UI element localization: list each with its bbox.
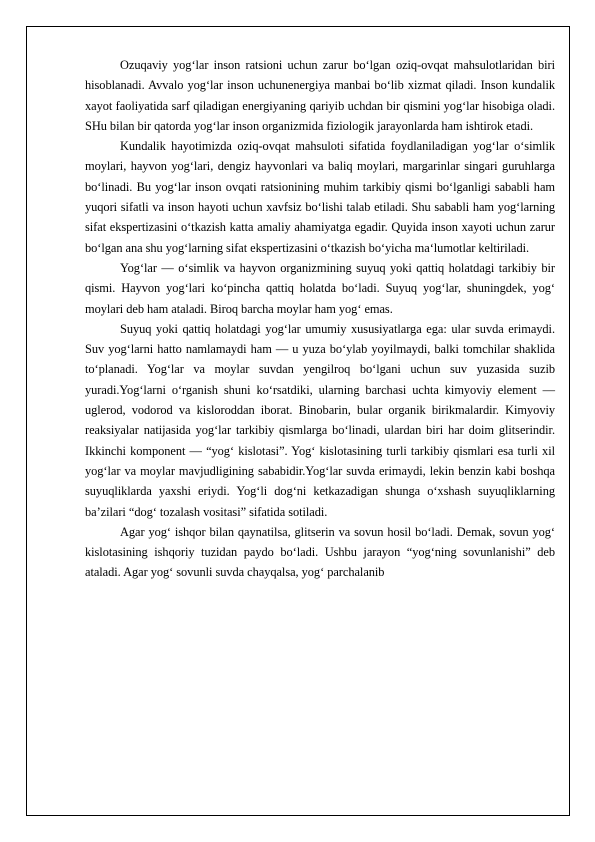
paragraph-5: Agar yog‘ ishqor bilan qaynatilsa, glitserin va sovun hosil bo‘ladi. Demak, sovun yog‘ kislotasining ishqoriy tuzidan paydo bo‘ladi. Ushbu jarayon “yog‘ning sovunlanishi” deb ataladi. Agar yog‘ sovunli suvda chayqalsa, yog‘ parchalanib bbox=[85, 524, 555, 580]
document-body bbox=[85, 55, 555, 583]
paragraph-3: Yog‘lar — o‘simlik va hayvon organizmining suyuq yoki qattiq holatdagi tarkibiy bir qismi. Hayvon yog‘lari ko‘pincha qattiq holatda bo‘ladi. Suyuq yog‘lar, shuningdek, yog‘ moylari deb ham ataladi. Biroq barcha moylar ham yog‘ emas. bbox=[85, 260, 555, 316]
paragraph-1: Ozuqaviy yog‘lar inson ratsioni uchun zarur bo‘lgan oziq-ovqat mahsulotlaridan biri hisoblanadi. Avvalo yog‘lar inson uchunenergiya manbai bo‘lib xizmat qiladi. Inson kundalik xayot faoliyatida sarf qiladigan energiyaning qariyib uchdan bir qismini yog‘lar hisobiga oladi. SHu bilan bir qatorda yog‘lar inson organizmida fiziologik jarayonlarda ham ishtirok etadi. bbox=[85, 58, 555, 133]
paragraph-2: Kundalik hayotimizda oziq-ovqat mahsuloti sifatida foydlaniladigan yog‘lar o‘simlik moylari, hayvon yog‘lari, dengiz hayvonlari va baliq moylari, margarinlar singari guruhlarga bo‘linadi. Bu yog‘lar inson ovqati ratsionining muhim tarkibiy qismi bo‘lganligi sababli ham yuqori sifatli va inson hayoti uchun xavfsiz bo‘lishi talab etiladi. Shu sababli ham yog‘larning sifat ekspertizasini o‘tkazish katta amaliy ahamiyatga egadir. Quyida inson xayoti uchun zarur bo‘lgan ana shu yog‘larning sifat ekspertizasini o‘tkazish bo‘yicha ma‘lumotlar keltiriladi. bbox=[85, 139, 555, 255]
paragraph-4: Suyuq yoki qattiq holatdagi yog‘lar umumiy xususiyatlarga ega: ular suvda erimaydi. Suv yog‘larni hatto namlamaydi ham — u yuza bo‘ylab yoyilmaydi, balki tomchilar shaklida to‘planadi. Yog‘lar va moylar suvdan yengilroq bo‘lgani uchun suv yuzasida suzib yuradi.Yog‘larni o‘rganish shuni ko‘rsatdiki, ularning barchasi uchta kimyoviy element — uglerod, vodorod va kisloroddan iborat. Binobarin, bular organik birikmalardir. Kimyoviy reaksiyalar natijasida yog‘lar tarkibiy qismlarga bo‘linadi, ulardan biri har doim glitserindir. Ikkinchi komponent — “yog‘ kislotasi”. Yog‘ kislotasining turli tarkibiy qismlari esa turli xil yog‘lar va moylar mavjudligining sababidir.Yog‘lar suvda erimaydi, lekin benzin kabi boshqa suyuqliklarda yaxshi eriydi. Yog‘li dog‘ni ketkazadigan shunga o‘xshash suyuqliklarning ba’zilari “dog‘ tozalash vositasi” sifatida sotiladi. bbox=[85, 321, 555, 519]
